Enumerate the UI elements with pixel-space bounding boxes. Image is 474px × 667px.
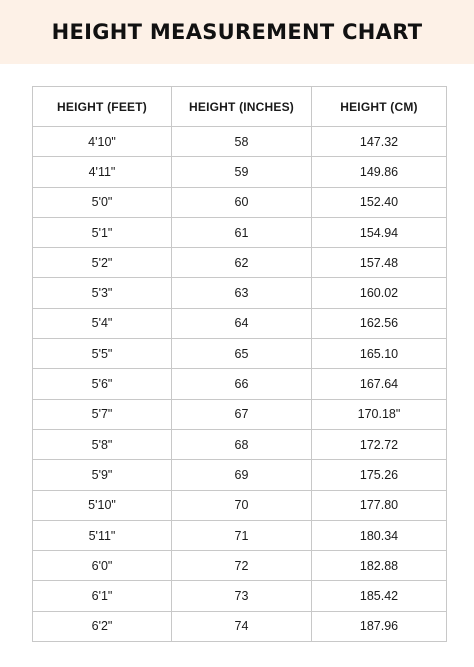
cell-inches: 74 [172, 611, 312, 641]
cell-inches: 68 [172, 429, 312, 459]
cell-feet: 5'8" [33, 429, 172, 459]
cell-inches: 62 [172, 248, 312, 278]
table-row [33, 339, 447, 369]
table-row [33, 157, 447, 187]
cell-inches: 72 [172, 551, 312, 581]
cell-inches: 60 [172, 187, 312, 217]
cell-feet: 5'9" [33, 460, 172, 490]
cell-inches: 61 [172, 217, 312, 247]
column-header-inches: HEIGHT (INCHES) [172, 87, 312, 127]
cell-feet: 5'4" [33, 308, 172, 338]
column-header-feet: HEIGHT (FEET) [33, 87, 172, 127]
cell-cm: 147.32 [312, 127, 447, 157]
table-row [33, 369, 447, 399]
table-row [33, 581, 447, 611]
height-chart-table [32, 86, 447, 642]
cell-feet: 5'3" [33, 278, 172, 308]
cell-feet: 5'0" [33, 187, 172, 217]
cell-inches: 73 [172, 581, 312, 611]
cell-inches: 59 [172, 157, 312, 187]
table-row [33, 611, 447, 641]
cell-cm: 177.80 [312, 490, 447, 520]
cell-inches: 63 [172, 278, 312, 308]
cell-feet: 4'11" [33, 157, 172, 187]
cell-cm: 185.42 [312, 581, 447, 611]
table-row [33, 551, 447, 581]
cell-inches: 70 [172, 490, 312, 520]
cell-cm: 162.56 [312, 308, 447, 338]
table-row [33, 429, 447, 459]
cell-cm: 187.96 [312, 611, 447, 641]
table-row [33, 248, 447, 278]
cell-cm: 172.72 [312, 429, 447, 459]
table-row [33, 460, 447, 490]
cell-cm: 167.64 [312, 369, 447, 399]
cell-feet: 6'0" [33, 551, 172, 581]
cell-inches: 66 [172, 369, 312, 399]
column-header-cm: HEIGHT (CM) [312, 87, 447, 127]
cell-inches: 67 [172, 399, 312, 429]
cell-feet: 6'1" [33, 581, 172, 611]
table-header-row [33, 87, 447, 127]
cell-cm: 182.88 [312, 551, 447, 581]
cell-feet: 4'10" [33, 127, 172, 157]
cell-feet: 6'2" [33, 611, 172, 641]
cell-cm: 154.94 [312, 217, 447, 247]
table-row [33, 217, 447, 247]
table-row [33, 399, 447, 429]
cell-cm: 175.26 [312, 460, 447, 490]
cell-cm: 160.02 [312, 278, 447, 308]
cell-feet: 5'6" [33, 369, 172, 399]
cell-inches: 58 [172, 127, 312, 157]
cell-inches: 65 [172, 339, 312, 369]
page-title: HEIGHT MEASUREMENT CHART [51, 20, 423, 44]
cell-cm: 152.40 [312, 187, 447, 217]
cell-cm: 165.10 [312, 339, 447, 369]
table-row [33, 278, 447, 308]
cell-feet: 5'5" [33, 339, 172, 369]
table-row [33, 490, 447, 520]
cell-feet: 5'2" [33, 248, 172, 278]
cell-cm: 149.86 [312, 157, 447, 187]
cell-inches: 71 [172, 520, 312, 550]
title-banner [0, 0, 474, 64]
cell-cm: 180.34 [312, 520, 447, 550]
cell-inches: 64 [172, 308, 312, 338]
table-row [33, 187, 447, 217]
table-row [33, 308, 447, 338]
table-row [33, 520, 447, 550]
cell-cm: 157.48 [312, 248, 447, 278]
cell-feet: 5'10" [33, 490, 172, 520]
cell-feet: 5'11" [33, 520, 172, 550]
cell-cm: 170.18" [312, 399, 447, 429]
cell-feet: 5'1" [33, 217, 172, 247]
cell-feet: 5'7" [33, 399, 172, 429]
table-row [33, 127, 447, 157]
cell-inches: 69 [172, 460, 312, 490]
